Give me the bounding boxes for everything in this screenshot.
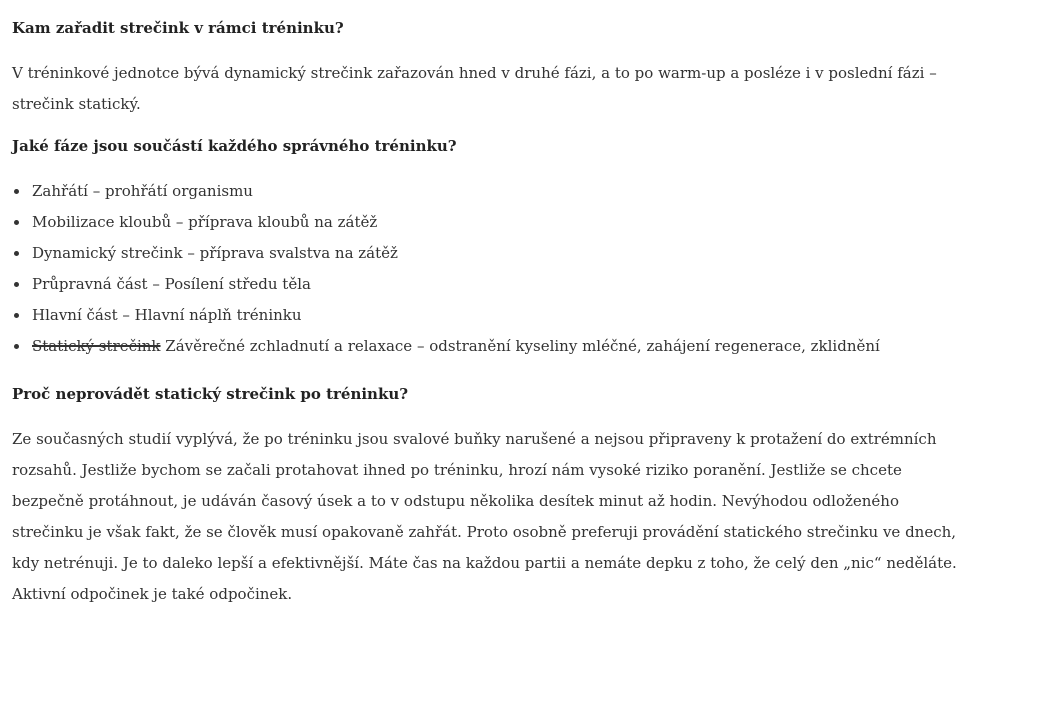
list-item: [12, 238, 1044, 269]
section-heading-training-phases: Jaké fáze jsou součástí každého správného tréninku?: [12, 137, 457, 155]
list-item-text: Závěrečné zchladnutí a relaxace – odstranění kyseliny mléčné, zahájení regenerace, zklidnění: [160, 337, 880, 355]
bullet-icon: [14, 344, 19, 349]
list-item: [12, 300, 1044, 331]
section-paragraph-where-stretching: V tréninkové jednotce bývá dynamický strečink zařazován hned v druhé fázi, a to po warm-up a posléze i v poslední fázi – strečink statický.: [12, 64, 937, 113]
list-item: [12, 269, 1044, 300]
struck-text: Statický strečink: [32, 337, 161, 355]
section-paragraph-why-not-static: Ze současných studií vyplývá, že po tréninku jsou svalové buňky narušené a nejsou připraveny k protažení do extrémních rozsahů. Jestliže bychom se začali protahovat ihned po tréninku, hrozí nám vysoké riziko poranění. Jestliže se chcete bezpečně protáhnout, je udáván časový úsek a to v odstupu několika desítek minut až hodin. Nevýhodou odloženého strečinku je však fakt, že se člověk musí opakovaně zahřát. Proto osobně preferuji provádění statického strečinku ve dnech, kdy netrénuji. Je to daleko lepší a efektivnější. Máte čas na každou partii a nemáte depku z toho, že celý den „nic“ neděláte. Aktivní odpočinek je také odpočinek.: [12, 430, 957, 603]
list-item-text: Dynamický strečink – příprava svalstva na zátěž: [32, 244, 398, 262]
bullet-icon: [14, 251, 19, 256]
list-item-text: Průpravná část – Posílení středu těla: [32, 275, 311, 293]
bullet-icon: [14, 220, 19, 225]
list-item: [12, 176, 1044, 207]
bullet-icon: [14, 189, 19, 194]
list-item-text: Mobilizace kloubů – příprava kloubů na zátěž: [32, 213, 378, 231]
list-item: [12, 207, 1044, 238]
bullet-icon: [14, 313, 19, 318]
bullet-icon: [14, 282, 19, 287]
section-heading-where-stretching: Kam zařadit strečink v rámci tréninku?: [12, 19, 344, 37]
list-item: [12, 331, 1044, 362]
list-item-text: Zahřátí – prohřátí organismu: [32, 182, 253, 200]
list-item-text: Hlavní část – Hlavní náplň tréninku: [32, 306, 302, 324]
training-phases-list: [12, 176, 1044, 362]
section-heading-why-not-static: Proč neprovádět statický strečink po tréninku?: [12, 385, 409, 403]
